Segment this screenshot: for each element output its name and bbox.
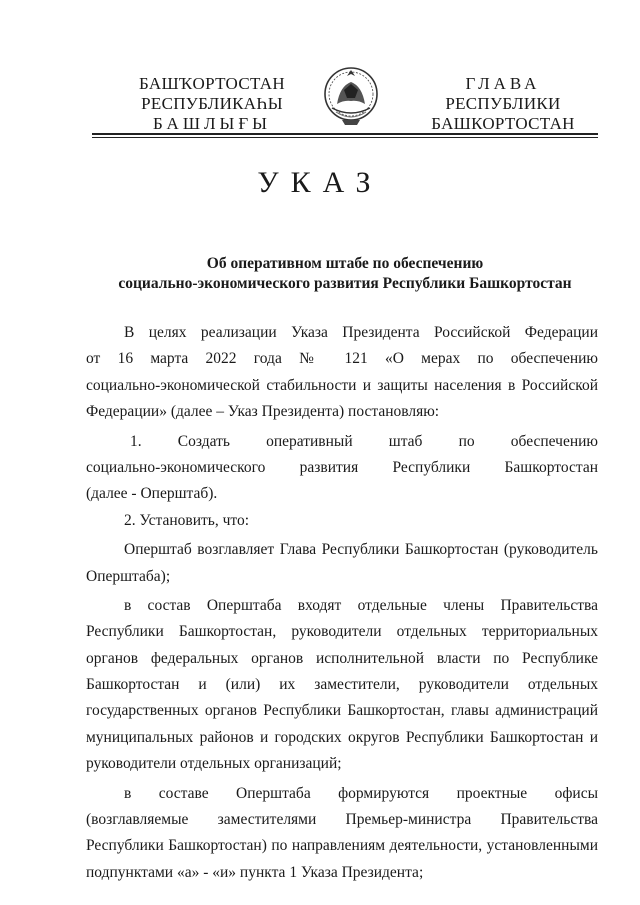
body-line: Федерации» (далее – Указ Президента) постановляю:	[86, 403, 440, 421]
body-line: Республики Башкортостан) по направлениям деятельности, установленными	[86, 837, 598, 855]
body-line: 2. Установить, что:	[124, 511, 250, 529]
body-line: от 16 марта 2022 года № 121 «О мерах по обеспечению	[86, 350, 598, 368]
body-line: Оперштаба);	[86, 567, 171, 585]
paragraph-item-2	[86, 508, 598, 534]
body-line: Оперштаб возглавляет Глава Республики Башкортостан (руководитель	[124, 541, 598, 559]
body-line: органов федеральных органов исполнительной власти по Республике	[86, 649, 598, 667]
document-subject	[90, 254, 600, 294]
paragraph-preamble	[86, 320, 598, 426]
header-russian	[408, 74, 598, 134]
header-right-line: РЕСПУБЛИКИ	[445, 94, 561, 113]
body-line: Республики Башкортостан, руководители отдельных территориальных	[86, 623, 598, 641]
body-line: В целях реализации Указа Президента Российской Федерации	[124, 324, 598, 341]
body-line: (возглавляемые заместителями Премьер-министра Правительства	[86, 811, 598, 829]
header-divider-thin	[92, 137, 598, 138]
paragraph-head	[86, 537, 598, 590]
body-line: 1. Создать оперативный штаб по обеспечению	[130, 432, 598, 450]
document-type-title: УКАЗ	[257, 166, 383, 199]
body-line: социально-экономического развития Республики Башкортостан	[86, 458, 598, 476]
subject-line: Об оперативном штабе по обеспечению	[206, 255, 484, 272]
header-right-line: БАШКОРТОСТАН	[431, 114, 575, 133]
body-line: Башкортостан и (или) их заместители, руководители отдельных	[86, 676, 598, 694]
body-line: в составе Оперштаба формируются проектные офисы	[124, 784, 598, 802]
body-line: руководители отдельных организаций;	[86, 755, 342, 773]
body-line: социально-экономической стабильности и защиты населения в Российской	[86, 376, 598, 394]
paragraph-composition	[86, 593, 598, 778]
header-divider	[92, 133, 598, 135]
subject-line: социально-экономического развития Республики Башкортостан	[118, 275, 572, 292]
body-line: в состав Оперштаба входят отдельные члены Правительства	[124, 596, 598, 614]
body-line: государственных органов Республики Башкортостан, главы администраций	[86, 702, 598, 720]
body-line: муниципальных районов и городских округов Республики Башкортостан и	[86, 728, 598, 746]
document-body	[86, 320, 598, 886]
body-line: (далее - Оперштаб).	[86, 485, 218, 503]
body-line: подпунктами «а» - «и» пункта 1 Указа Президента;	[86, 863, 424, 881]
paragraph-offices	[86, 781, 598, 887]
paragraph-item-1	[86, 429, 598, 508]
header-left-line: БАШЛЫҒЫ	[153, 114, 271, 133]
header-left-line: БАШҠОРТОСТАН	[139, 74, 285, 93]
header-left-line: РЕСПУБЛИКАҺЫ	[141, 94, 283, 113]
header-bashkir	[112, 74, 312, 134]
header-right-line: ГЛАВА	[465, 74, 541, 93]
coat-of-arms-emblem-icon	[322, 64, 380, 128]
